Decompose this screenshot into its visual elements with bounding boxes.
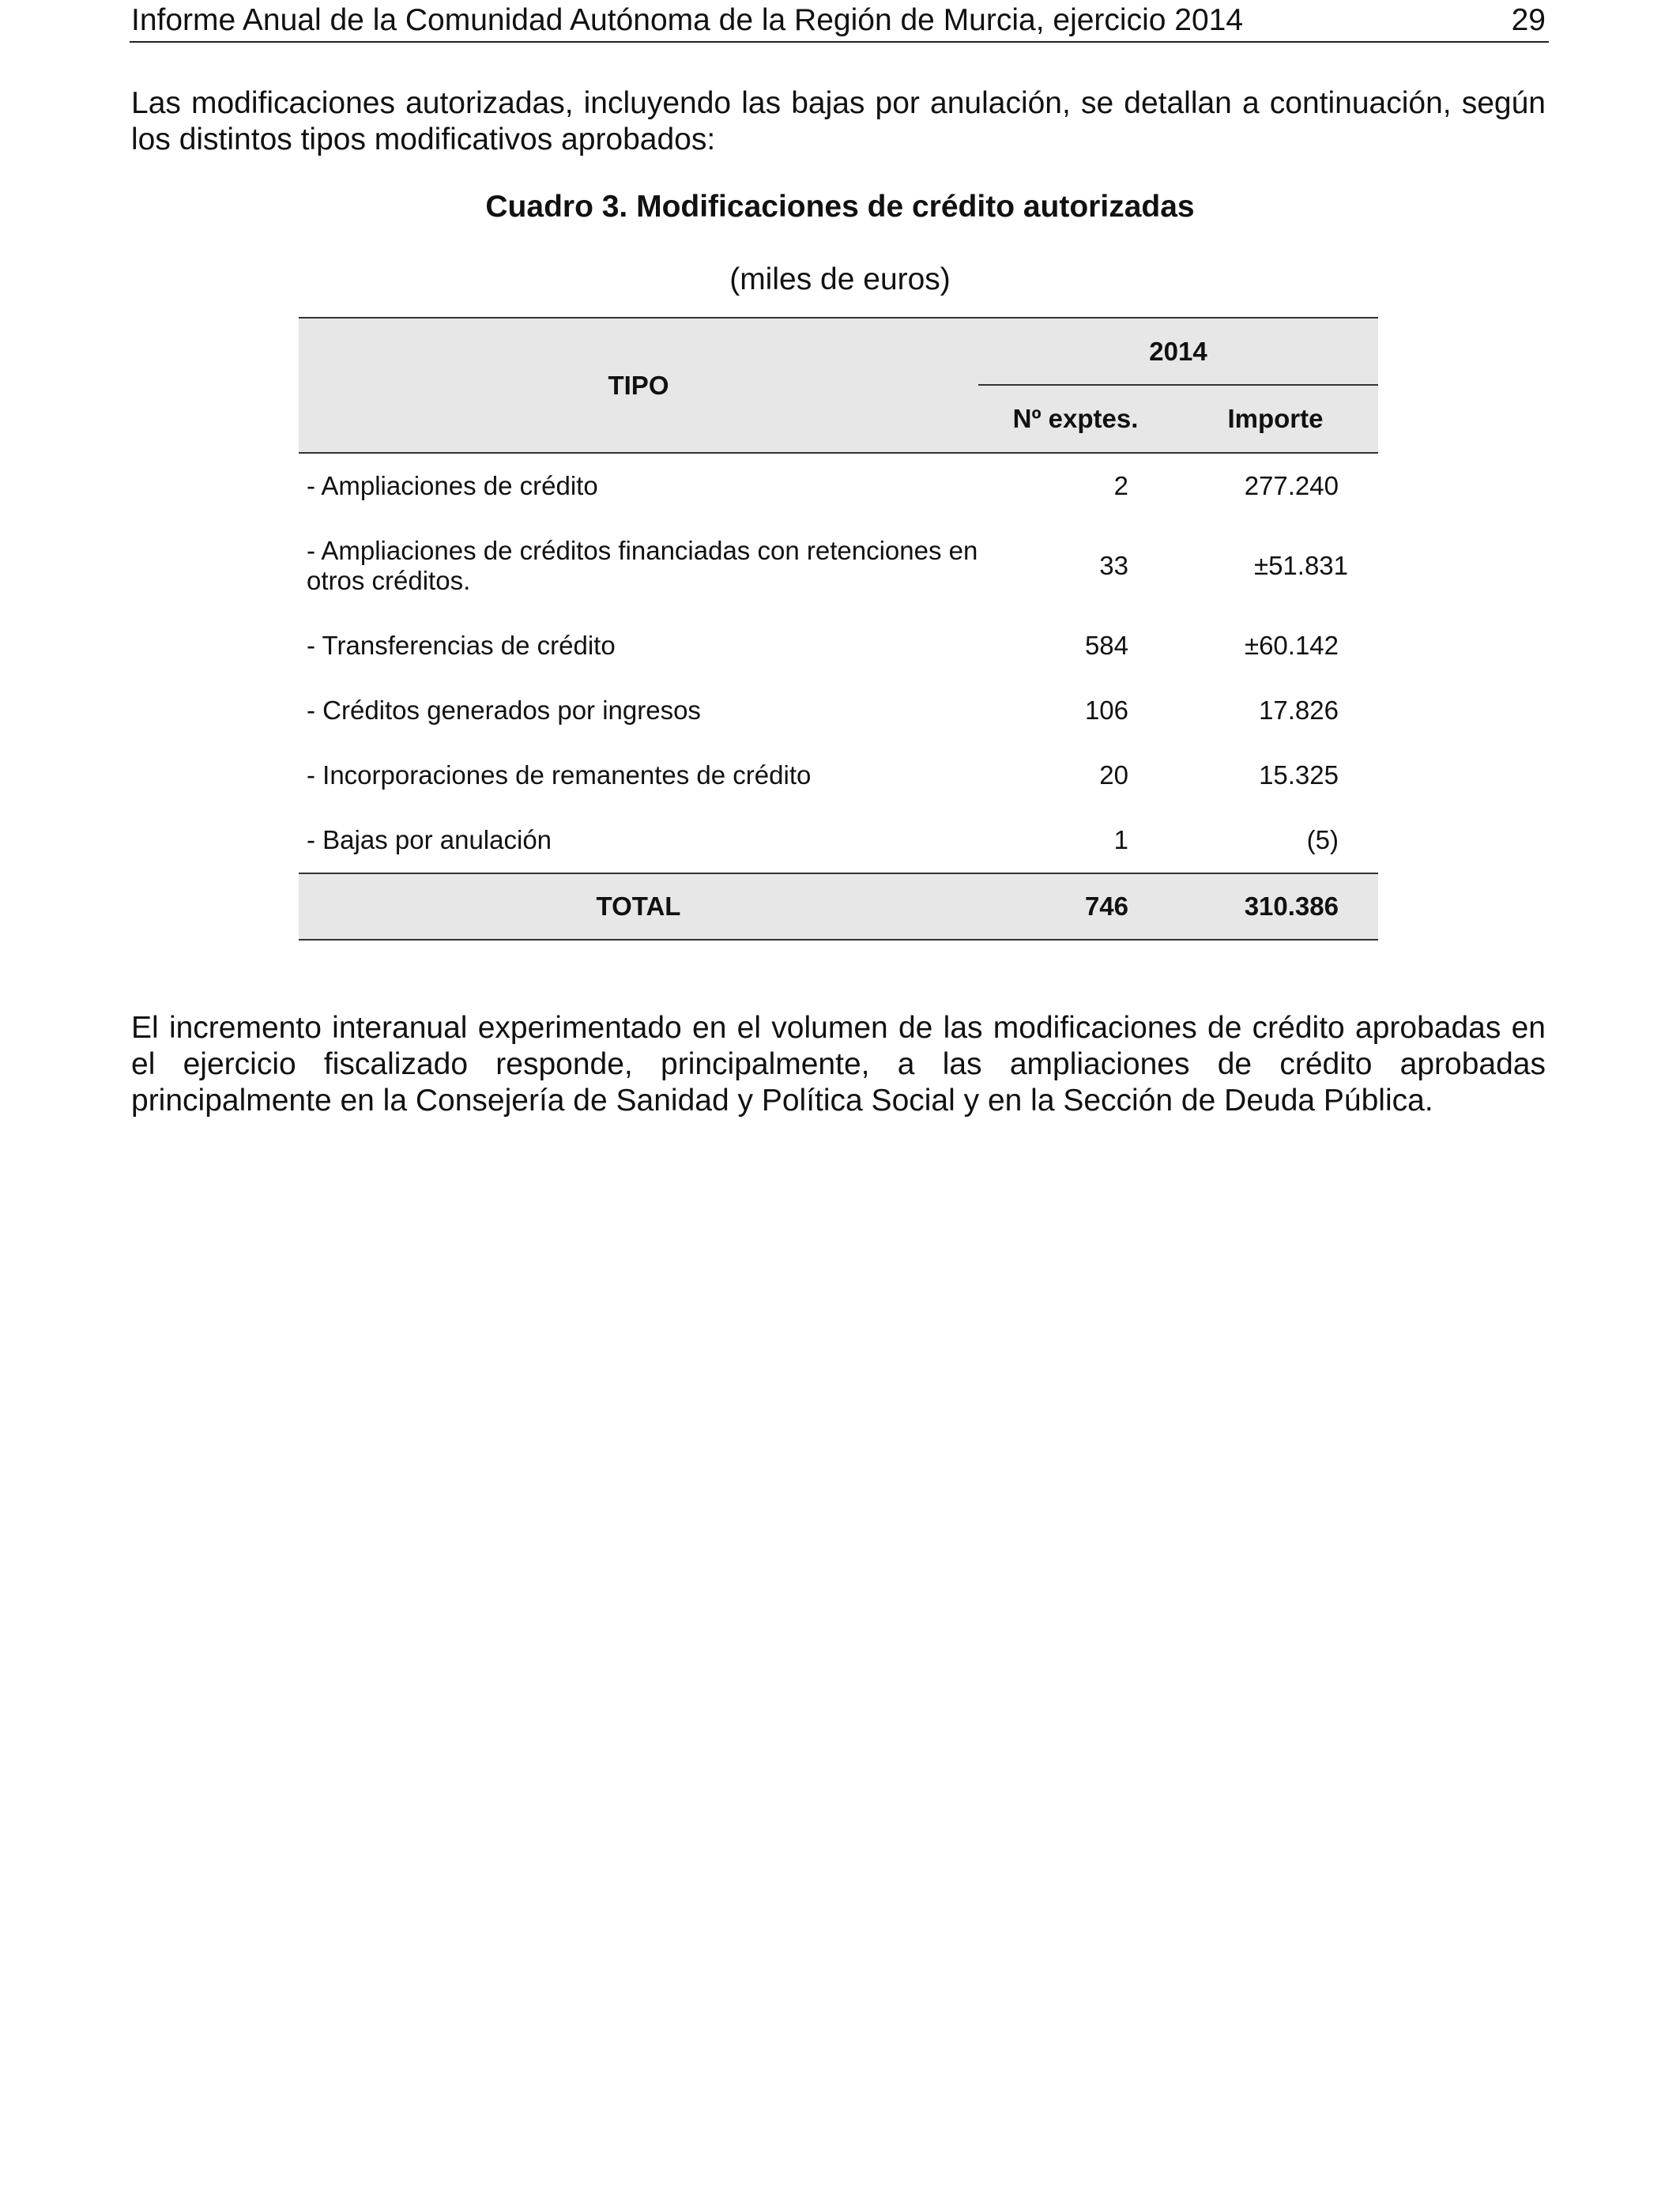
row-tipo: - Transferencias de crédito [307,631,616,660]
row-tipo: - Incorporaciones de remanentes de crédito [307,760,812,790]
table-title: Cuadro 3. Modificaciones de crédito autorizadas [485,190,1195,224]
row-importe: 15.325 [1259,760,1339,790]
table-row [299,453,1378,518]
header-num-exptes: Nº exptes. [978,385,1173,453]
row-tipo: - Ampliaciones de créditos financiadas con retenciones en otros créditos. [307,536,978,595]
total-importe: 310.386 [1173,873,1378,940]
table-row [299,518,1378,613]
header-importe: Importe [1173,385,1378,453]
row-tipo: - Créditos generados por ingresos [307,696,701,725]
row-importe: (5) [1306,825,1339,854]
total-row [299,873,1378,940]
row-num: 584 [1084,631,1128,660]
row-num: 33 [1099,551,1128,580]
row-tipo: - Bajas por anulación [307,825,552,854]
header-tipo: TIPO [299,318,978,453]
row-tipo: - Ampliaciones de crédito [307,471,598,500]
total-label: TOTAL [299,873,978,940]
row-num: 20 [1099,760,1128,790]
table-row [299,808,1378,873]
row-num: 106 [1084,696,1128,725]
page-header [130,0,1549,43]
intro-paragraph: Las modificaciones autorizadas, incluyendo las bajas por anulación, se detallan a continuación, según los distintos tipos modificativos aprobados: [131,86,1546,156]
row-importe: ±51.831 [1253,551,1348,580]
table-row [299,743,1378,808]
header-year: 2014 [978,318,1378,385]
table-row [299,613,1378,678]
header-title: Informe Anual de la Comunidad Autónoma de la Región de Murcia, ejercicio 2014 [131,3,1244,37]
row-importe: ±60.142 [1244,631,1339,660]
row-importe: 17.826 [1259,696,1339,725]
row-num: 2 [1113,471,1128,500]
closing-paragraph: El incremento interanual experimentado en el volumen de las modificaciones de crédito aprobadas en el ejercicio fiscalizado responde, principalmente, a las ampliaciones de crédito aprobadas principalmente en la Consejería de Sanidad y Política Social y en la Sección de Deuda Pública. [131,1011,1546,1118]
total-num: 746 [978,873,1173,940]
row-num: 1 [1113,825,1128,854]
table-subtitle: (miles de euros) [729,262,951,296]
modifications-table [299,317,1378,941]
row-importe: 277.240 [1244,471,1339,500]
table-row [299,678,1378,743]
page-number: 29 [1511,3,1546,37]
